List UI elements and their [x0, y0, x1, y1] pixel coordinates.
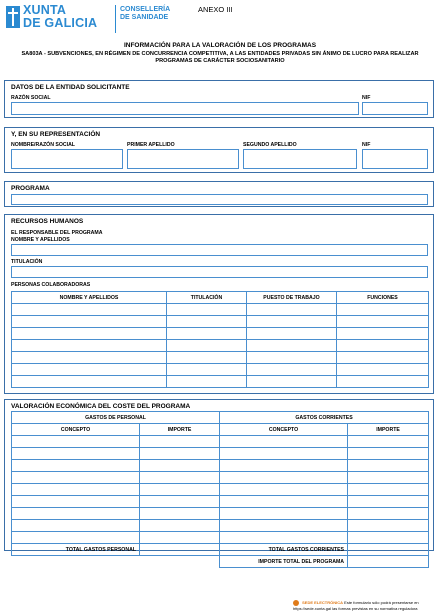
- table-cell[interactable]: [167, 340, 247, 352]
- table-cell[interactable]: [337, 328, 429, 340]
- subtitle-line-1: SA803A - SUBVENCIONES, EN RÉGIMEN DE CONCURRENCIA COMPETITIVA, A LAS ENTIDADES PRIVADAS SIN ÁNIMO DE LUCRO PARA REALIZAR: [21, 51, 419, 57]
- table-cell[interactable]: [247, 352, 337, 364]
- program-field[interactable]: [11, 194, 428, 205]
- table-cell[interactable]: [167, 328, 247, 340]
- table-cell[interactable]: [220, 520, 348, 532]
- total-current-value[interactable]: [348, 544, 429, 556]
- first-surname-field[interactable]: [127, 149, 239, 169]
- table-cell[interactable]: [167, 364, 247, 376]
- table-cell[interactable]: [220, 496, 348, 508]
- table-cell[interactable]: [12, 340, 167, 352]
- footer-badge: SEDE ELECTRÓNICA: [302, 600, 344, 606]
- valuation-section: [4, 399, 434, 565]
- table-cell[interactable]: [337, 364, 429, 376]
- table-cell[interactable]: [12, 352, 167, 364]
- table-cell[interactable]: [337, 376, 429, 388]
- table-row: [12, 316, 429, 328]
- table-cell[interactable]: [348, 472, 429, 484]
- table-cell[interactable]: [12, 328, 167, 340]
- table-row: [12, 472, 429, 484]
- table-cell[interactable]: [12, 472, 140, 484]
- table-cell[interactable]: [337, 352, 429, 364]
- table-cell[interactable]: [140, 448, 220, 460]
- degree-field[interactable]: [11, 266, 428, 278]
- company-name-label: RAZÓN SOCIAL: [11, 95, 51, 101]
- table-row: [12, 460, 429, 472]
- footer-line-3: las formas previstas en su normativa reguladora: [332, 606, 418, 611]
- table-row: [12, 532, 429, 544]
- section-title: DATOS DE LA ENTIDAD SOLICITANTE: [11, 84, 130, 91]
- document-subtitle: [20, 51, 420, 65]
- human-resources-section: [4, 214, 434, 394]
- table-cell[interactable]: [247, 376, 337, 388]
- dept-line-1: CONSELLERÍA: [120, 6, 171, 13]
- table-cell[interactable]: [220, 448, 348, 460]
- table-row: [12, 520, 429, 532]
- xunta-logo: [6, 4, 206, 34]
- table-row: [12, 448, 429, 460]
- entity-section: [4, 80, 434, 118]
- total-program-value[interactable]: [348, 556, 429, 568]
- personnel-expenses-header: GASTOS DE PERSONAL: [12, 412, 220, 424]
- department-name: [120, 6, 170, 22]
- table-cell[interactable]: [140, 496, 220, 508]
- dept-line-2: DE SANIDADE: [120, 14, 169, 21]
- logo-divider: [115, 5, 116, 33]
- responsible-name-field[interactable]: [11, 244, 428, 256]
- table-cell[interactable]: [12, 508, 140, 520]
- logo-text: [23, 4, 97, 29]
- table-cell[interactable]: [167, 304, 247, 316]
- table-cell[interactable]: [247, 364, 337, 376]
- table-cell[interactable]: [337, 316, 429, 328]
- table-cell[interactable]: [337, 304, 429, 316]
- table-cell[interactable]: [12, 520, 140, 532]
- table-row: [12, 340, 429, 352]
- table-row: [12, 484, 429, 496]
- table-cell[interactable]: [12, 496, 140, 508]
- responsible-name-label: NOMBRE Y APELLIDOS: [11, 237, 70, 243]
- table-cell[interactable]: [140, 484, 220, 496]
- table-row: [12, 376, 429, 388]
- table-row: [12, 304, 429, 316]
- table-cell[interactable]: [167, 352, 247, 364]
- first-surname-label: PRIMER APELLIDO: [127, 142, 175, 148]
- table-row: [12, 496, 429, 508]
- table-cell[interactable]: [337, 340, 429, 352]
- concept-header: CONCEPTO: [12, 424, 140, 436]
- table-cell[interactable]: [167, 316, 247, 328]
- table-cell[interactable]: [220, 436, 348, 448]
- table-cell[interactable]: [348, 448, 429, 460]
- table-cell[interactable]: [12, 304, 167, 316]
- rep-nif-label: NIF: [362, 142, 371, 148]
- galicia-cross-icon: [6, 6, 20, 28]
- table-cell[interactable]: [220, 508, 348, 520]
- empty-cell: [12, 556, 140, 568]
- table-cell[interactable]: [140, 460, 220, 472]
- table-cell[interactable]: [12, 316, 167, 328]
- table-row: [12, 508, 429, 520]
- responsible-label: EL RESPONSABLE DEL PROGRAMA: [11, 230, 103, 236]
- annex-label: ANEXO III: [198, 5, 233, 14]
- representation-section: [4, 127, 434, 173]
- table-cell[interactable]: [247, 328, 337, 340]
- section-title: PROGRAMA: [11, 185, 50, 192]
- program-section: [4, 181, 434, 207]
- current-expenses-header: GASTOS CORRIENTES: [220, 412, 429, 424]
- table-cell[interactable]: [220, 532, 348, 544]
- subtitle-line-2: PROGRAMAS DE CARÁCTER SOCIOSANITARIO: [155, 58, 285, 64]
- logo-line-2: DE GALICIA: [23, 15, 98, 30]
- column-header: NOMBRE Y APELLIDOS: [12, 292, 167, 304]
- footer-note: [293, 600, 433, 611]
- logo-line-1: XUNTA: [23, 3, 67, 17]
- column-header: PUESTO DE TRABAJO: [247, 292, 337, 304]
- table-cell[interactable]: [167, 376, 247, 388]
- table-cell[interactable]: [140, 472, 220, 484]
- table-cell[interactable]: [247, 316, 337, 328]
- table-cell[interactable]: [220, 460, 348, 472]
- collaborators-label: PERSONAS COLABORADORAS: [11, 282, 91, 288]
- table-cell[interactable]: [220, 484, 348, 496]
- valuation-table: [11, 411, 429, 568]
- table-cell[interactable]: [348, 484, 429, 496]
- amount-header: IMPORTE: [140, 424, 220, 436]
- table-cell[interactable]: [348, 520, 429, 532]
- total-program-label: IMPORTE TOTAL DEL PROGRAMA: [220, 556, 348, 568]
- total-personnel-value[interactable]: [140, 544, 220, 556]
- rep-name-field[interactable]: [11, 149, 123, 169]
- second-surname-label: SEGUNDO APELLIDO: [243, 142, 297, 148]
- column-header: TITULACIÓN: [167, 292, 247, 304]
- table-cell[interactable]: [140, 436, 220, 448]
- rep-nif-field[interactable]: [362, 149, 428, 169]
- table-cell[interactable]: [220, 472, 348, 484]
- second-surname-field[interactable]: [243, 149, 357, 169]
- nif-label: NIF: [362, 95, 371, 101]
- collaborators-table: [11, 291, 429, 388]
- table-row: [12, 328, 429, 340]
- table-cell[interactable]: [348, 460, 429, 472]
- table-cell[interactable]: [247, 340, 337, 352]
- footer-line-2[interactable]: https://sede.xunta.gal: [293, 606, 332, 611]
- table-row: [12, 352, 429, 364]
- table-cell[interactable]: [348, 436, 429, 448]
- table-cell[interactable]: [12, 376, 167, 388]
- table-cell[interactable]: [247, 304, 337, 316]
- table-cell[interactable]: [140, 508, 220, 520]
- nif-field[interactable]: [362, 102, 428, 115]
- table-cell[interactable]: [348, 532, 429, 544]
- footer-line-1: Este formulario sólo podrá presentarse en: [344, 600, 419, 606]
- amount-header: IMPORTE: [348, 424, 429, 436]
- table-cell[interactable]: [12, 448, 140, 460]
- table-row: [12, 364, 429, 376]
- table-cell[interactable]: [12, 436, 140, 448]
- table-cell[interactable]: [140, 520, 220, 532]
- company-name-field[interactable]: [11, 102, 359, 115]
- table-cell[interactable]: [348, 508, 429, 520]
- rep-name-label: NOMBRE/RAZÓN SOCIAL: [11, 142, 75, 148]
- totals-row: [12, 544, 429, 556]
- empty-cell: [140, 556, 220, 568]
- table-cell[interactable]: [348, 496, 429, 508]
- grand-total-row: [12, 556, 429, 568]
- table-cell[interactable]: [140, 532, 220, 544]
- total-personnel-label: TOTAL GASTOS PERSONAL: [12, 544, 140, 556]
- concept-header: CONCEPTO: [220, 424, 348, 436]
- document-title: INFORMACIÓN PARA LA VALORACIÓN DE LOS PROGRAMAS: [123, 42, 317, 49]
- section-title: Y, EN SU REPRESENTACIÓN: [11, 131, 101, 138]
- table-row: [12, 436, 429, 448]
- column-header: FUNCIONES: [337, 292, 429, 304]
- section-title: VALORACIÓN ECONÓMICA DEL COSTE DEL PROGRAMA: [11, 403, 191, 410]
- section-title: RECURSOS HUMANOS: [11, 218, 84, 225]
- table-cell[interactable]: [12, 532, 140, 544]
- table-cell[interactable]: [12, 364, 167, 376]
- degree-label: TITULACIÓN: [11, 259, 43, 265]
- table-cell[interactable]: [12, 484, 140, 496]
- total-current-label: TOTAL GASTOS CORRIENTES: [220, 544, 348, 556]
- table-cell[interactable]: [12, 460, 140, 472]
